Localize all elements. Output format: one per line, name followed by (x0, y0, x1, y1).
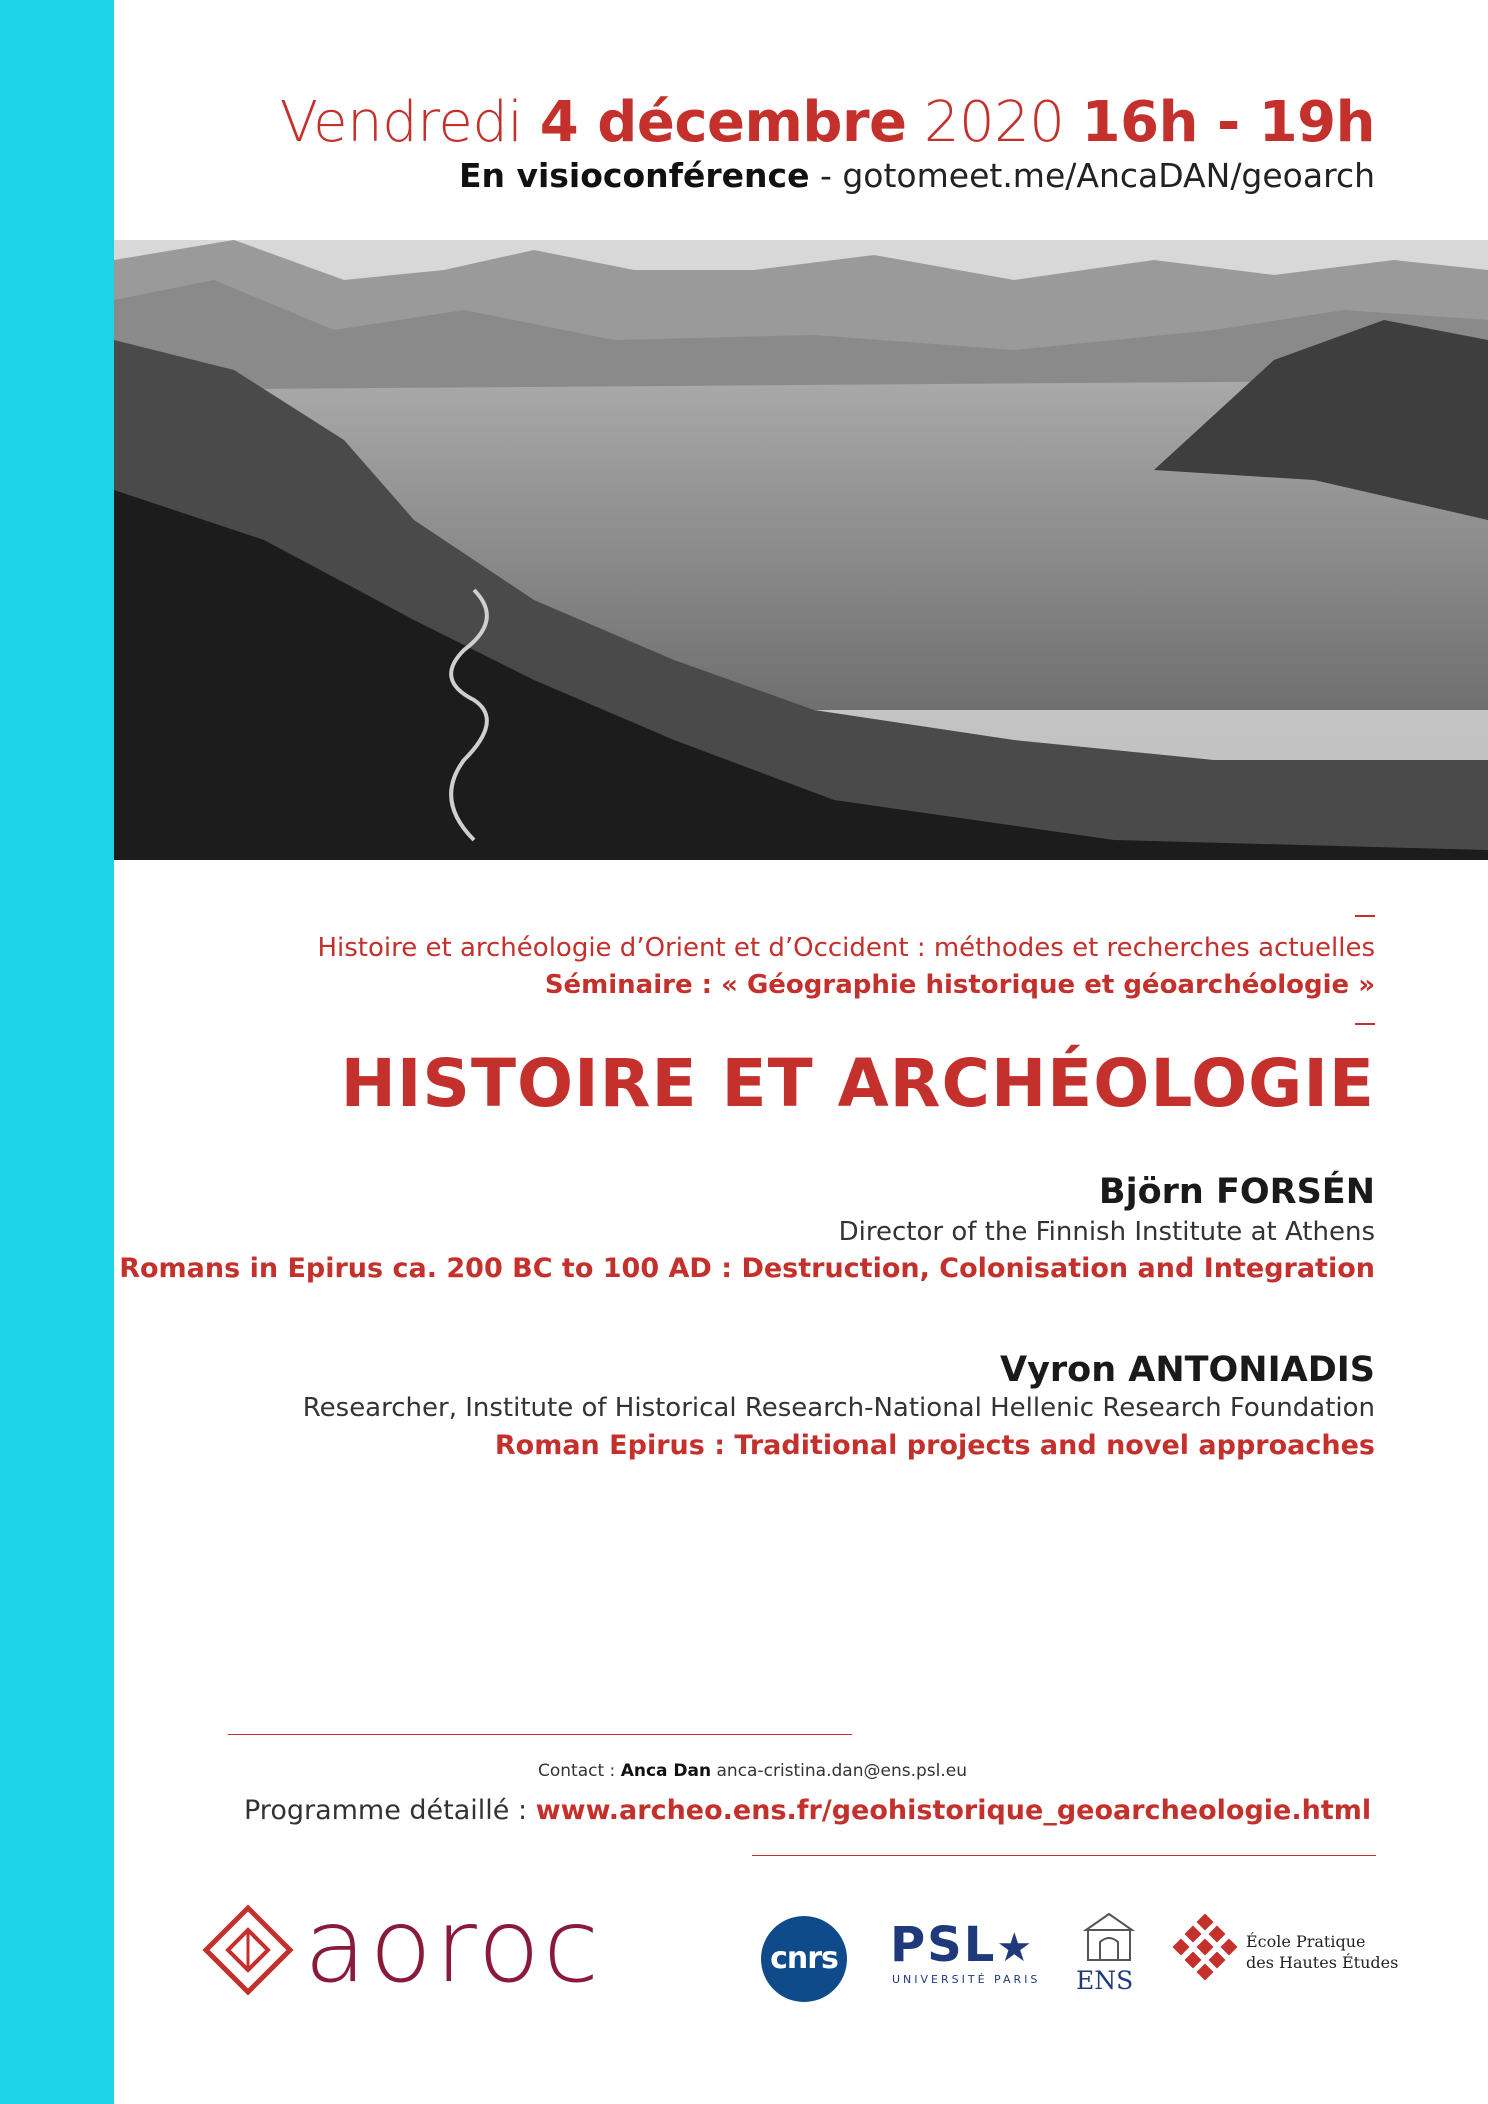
side-bar (0, 0, 114, 2104)
contact-name: Anca Dan (620, 1761, 712, 1781)
divider-dash (1355, 1023, 1375, 1025)
programme-link[interactable]: www.archeo.ens.fr/geohistorique_geoarcheologie.html (535, 1795, 1372, 1826)
speaker-name: Björn FORSÉN (1098, 1172, 1375, 1212)
programme-line (244, 1795, 1371, 1826)
series-subtitle: Histoire et archéologie d’Orient et d’Occident : méthodes et recherches actuelles (317, 933, 1375, 963)
divider-line (228, 1734, 852, 1735)
meeting-link[interactable]: - gotomeet.me/AncaDAN/geoarch (809, 156, 1375, 195)
landscape-photo (114, 240, 1488, 860)
psl-wordmark: PSL (890, 1917, 997, 1973)
seminar-title: Séminaire : « Géographie historique et géoarchéologie » (544, 970, 1375, 1000)
page-title: HISTOIRE ET ARCHÉOLOGIE (340, 1045, 1375, 1122)
cnrs-logo: cnrs (761, 1916, 847, 2002)
aoroc-logo: aoroc (304, 1887, 603, 2006)
contact-label: Contact : (538, 1761, 621, 1781)
star-icon: ★ (996, 1925, 1035, 1971)
psl-subtitle: UNIVERSITÉ PARIS (892, 1973, 1041, 1986)
contact-line (538, 1761, 967, 1781)
venue-label: En visioconférence (458, 156, 810, 195)
speaker-name: Vyron ANTONIADIS (999, 1350, 1375, 1390)
contact-email[interactable]: anca-cristina.dan@ens.psl.eu (711, 1761, 967, 1781)
talk-title: Romans in Epirus ca. 200 BC to 100 AD : Destruction, Colonisation and Integration (119, 1253, 1375, 1284)
talk-title: Roman Epirus : Traditional projects and novel approaches (494, 1430, 1375, 1461)
psl-logo (890, 1917, 1035, 1973)
ephe-logo (1246, 1932, 1398, 1974)
date-prefix: Vendredi (279, 90, 540, 155)
programme-label: Programme détaillé : (244, 1795, 536, 1826)
aoroc-logo-icon (198, 1900, 298, 2004)
date-year: 2020 (906, 90, 1082, 155)
event-date (280, 92, 1375, 154)
event-time: 16h - 19h (1081, 90, 1375, 155)
ens-building-icon (1082, 1910, 1136, 1968)
divider-dash (1355, 915, 1375, 917)
ephe-line-1: École Pratique (1246, 1932, 1366, 1951)
venue (459, 158, 1375, 194)
date-day: 4 décembre (539, 90, 907, 155)
ephe-line-2: des Hautes Études (1246, 1952, 1399, 1972)
speaker-role: Researcher, Institute of Historical Research-National Hellenic Research Foundation (302, 1393, 1375, 1423)
ens-logo: ENS (1076, 1966, 1134, 1995)
ephe-logo-icon (1172, 1914, 1238, 1984)
speaker-role: Director of the Finnish Institute at Athens (838, 1217, 1375, 1247)
divider-line (752, 1855, 1376, 1856)
